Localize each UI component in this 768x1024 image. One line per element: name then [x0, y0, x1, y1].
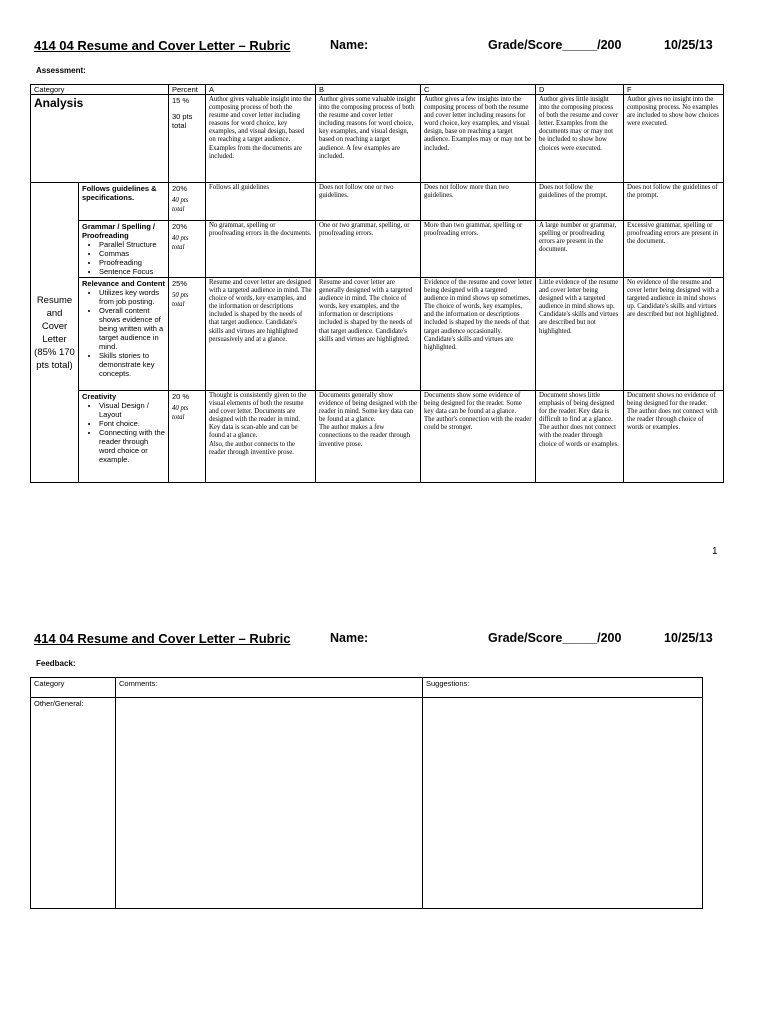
percent-value: 20 % — [172, 392, 190, 401]
cell-f: Does not follow the guidelines of the prompt. — [624, 183, 724, 221]
analysis-label: Analysis — [31, 95, 169, 183]
name-label: Name: — [330, 631, 369, 645]
date-label: 10/25/13 — [664, 38, 713, 52]
criterion-percent — [169, 278, 206, 391]
cell-b: One or two grammar, spelling, or proofreading errors. — [316, 221, 421, 278]
percent-value: 25% — [172, 279, 188, 288]
name-label: Name: — [330, 38, 369, 52]
document-title: 414 04 Resume and Cover Letter – Rubric — [34, 38, 291, 53]
feedback-table — [30, 677, 703, 909]
document-title: 414 04 Resume and Cover Letter – Rubric — [34, 631, 291, 646]
header-grade-b: B — [316, 85, 421, 95]
cell-a: Follows all guidelines — [206, 183, 316, 221]
list-item: • Proofreading — [99, 258, 165, 267]
criterion-title: Grammar / Spelling / Proofreading — [82, 222, 155, 240]
suggestions-cell[interactable] — [423, 698, 703, 909]
criterion-list — [82, 401, 165, 464]
group-label: Resume and Cover Letter (85% 170 pts total) — [31, 183, 79, 483]
list-item: • Sentence Focus — [99, 267, 165, 276]
comments-cell[interactable] — [116, 698, 423, 909]
list-item: • Skills stories to demonstrate key concepts. — [99, 351, 165, 378]
percent-value: 15 % — [172, 96, 190, 105]
cell-d: Author gives little insight into the composing process of both the resume and cover letter. Examples from the documents may or may not be included to show how choices were executed. — [536, 95, 624, 183]
cell-f: Author gives no insight into the composing process. No examples are included to show how choices were executed. — [624, 95, 724, 183]
header-category: Category — [31, 678, 116, 698]
cell-b: Does not follow one or two guidelines. — [316, 183, 421, 221]
header-grade-c: C — [421, 85, 536, 95]
rubric-row — [31, 391, 724, 483]
feedback-row — [31, 698, 703, 909]
cell-d: Does not follow the guidelines of the prompt. — [536, 183, 624, 221]
criterion-title: Follows guidelines & specifications. — [82, 184, 157, 202]
rubric-row — [31, 278, 724, 391]
cell-c: Documents show some evidence of being designed for the reader. Some key data can be found at a glance. The author's connection with the reader could be stronger. — [421, 391, 536, 483]
points-value: 40 pts total — [172, 235, 189, 251]
list-item: • Utilizes key words from job posting. — [99, 288, 165, 306]
criterion-list — [82, 288, 165, 378]
assessment-label: Assessment: — [36, 66, 86, 75]
criterion-percent — [169, 183, 206, 221]
cell-d: A large number or grammar, spelling or proofreading errors are present in the document. — [536, 221, 624, 278]
criterion-title: Relevance and Content — [82, 279, 165, 288]
analysis-percent — [169, 95, 206, 183]
header-category: Category — [31, 85, 169, 95]
rubric-header-row — [31, 85, 724, 95]
header-suggestions: Suggestions: — [423, 678, 703, 698]
percent-value: 20% — [172, 184, 188, 193]
points-value: 30 pts total — [172, 112, 193, 130]
cell-d: Document shows little emphasis of being designed for the reader. Key data is difficult to find at a glance. The author does not connect with the reader through choice of words or examples. — [536, 391, 624, 483]
cell-d: Little evidence of the resume and cover letter being designed with a targeted audience in mind shows up. Candidate's skills and virtues are described but not highlighted. — [536, 278, 624, 391]
criterion-list — [82, 240, 165, 276]
criterion — [79, 391, 169, 483]
cell-b: Documents generally show evidence of being designed with the reader in mind. Some key data can be found at a glance. The author makes a few connections to the reader through inventive prose. — [316, 391, 421, 483]
page-number: 1 — [712, 546, 718, 557]
list-item: • Font choice. — [99, 419, 165, 428]
cell-c: Author gives a few insights into the composing process of both the resume and cover letter including reasons for word choice, key examples, and visual design, base on reaching a target audience. Examples may or may not be included. — [421, 95, 536, 183]
points-value: 40 pts total — [172, 405, 189, 421]
analysis-row — [31, 95, 724, 183]
criterion-percent — [169, 221, 206, 278]
header-grade-f: F — [624, 85, 724, 95]
cell-c: Does not follow more than two guidelines. — [421, 183, 536, 221]
list-item: • Parallel Structure — [99, 240, 165, 249]
criterion-title: Creativity — [82, 392, 117, 401]
cell-a: No grammar, spelling or proofreading errors in the documents. — [206, 221, 316, 278]
cell-a: Author gives valuable insight into the composing process of both the resume and cover letter including reasons for word choice, key examples, and visual design, based on reaching a target audience. Examples from the documents are included. — [206, 95, 316, 183]
header-percent: Percent — [169, 85, 206, 95]
feedback-label: Feedback: — [36, 659, 76, 668]
cell-b: Resume and cover letter are generally designed with a targeted audience in mind. The choice of words, key examples, and the information or descriptions included is shaped by the needs of that target audience. Candidate's skills and virtues are highlighted. — [316, 278, 421, 391]
header-grade-a: A — [206, 85, 316, 95]
cell-b: Author gives some valuable insight into the composing process of both the resume and cover letter including reasons for word choice, key examples, and visual design, based on reaching a target audience. A few examples are included. — [316, 95, 421, 183]
cell-a: Thought is consistently given to the visual elements of both the resume and cover letter. Documents are designed with the reader in mind. Key data is scan-able and can be found at a glance. Also, the author connects to the reader through inventive prose. — [206, 391, 316, 483]
cell-a: Resume and cover letter are designed with a targeted audience in mind. The choice of words, key examples, and the information or descriptions included is shaped by the needs of that target audience. Candidate's skills and virtues are highlighted persuasively and at a glance. — [206, 278, 316, 391]
criterion — [79, 183, 169, 221]
points-value: 40 pts total — [172, 197, 189, 213]
grade-label: Grade/Score_____/200 — [488, 631, 622, 645]
date-label: 10/25/13 — [664, 631, 713, 645]
feedback-header-row — [31, 678, 703, 698]
criterion-percent — [169, 391, 206, 483]
rubric-row — [31, 183, 724, 221]
rubric-row — [31, 221, 724, 278]
cell-c: More than two grammar, spelling or proofreading errors. — [421, 221, 536, 278]
page-header — [0, 38, 768, 58]
feedback-category: Other/General: — [31, 698, 116, 909]
cell-f: Document shows no evidence of being designed for the reader. The author does not connect with the reader through choice of words or examples. — [624, 391, 724, 483]
list-item: • Overall content shows evidence of being written with a target audience in mind. — [99, 306, 165, 351]
cell-c: Evidence of the resume and cover letter being designed with a targeted audience in mind shows up sometimes. The choice of words, key examples, and the information or descriptions included is shaped by the needs of that target audience occasionally. Candidate's skills and virtues are highlighted. — [421, 278, 536, 391]
cell-f: No evidence of the resume and cover letter being designed with a targeted audience in mind shows up. Candidate's skills and virtues are described but not highlighted. — [624, 278, 724, 391]
page-header — [0, 631, 768, 651]
cell-f: Excessive grammar, spelling or proofreading errors are present in the document. — [624, 221, 724, 278]
criterion — [79, 278, 169, 391]
criterion — [79, 221, 169, 278]
list-item: • Commas — [99, 249, 165, 258]
points-value: 50 pts total — [172, 292, 189, 308]
percent-value: 20% — [172, 222, 188, 231]
header-grade-d: D — [536, 85, 624, 95]
list-item: • Connecting with the reader through word choice or example. — [99, 428, 165, 464]
list-item: • Visual Design / Layout — [99, 401, 165, 419]
header-comments: Comments: — [116, 678, 423, 698]
grade-label: Grade/Score_____/200 — [488, 38, 622, 52]
rubric-table — [30, 84, 724, 483]
